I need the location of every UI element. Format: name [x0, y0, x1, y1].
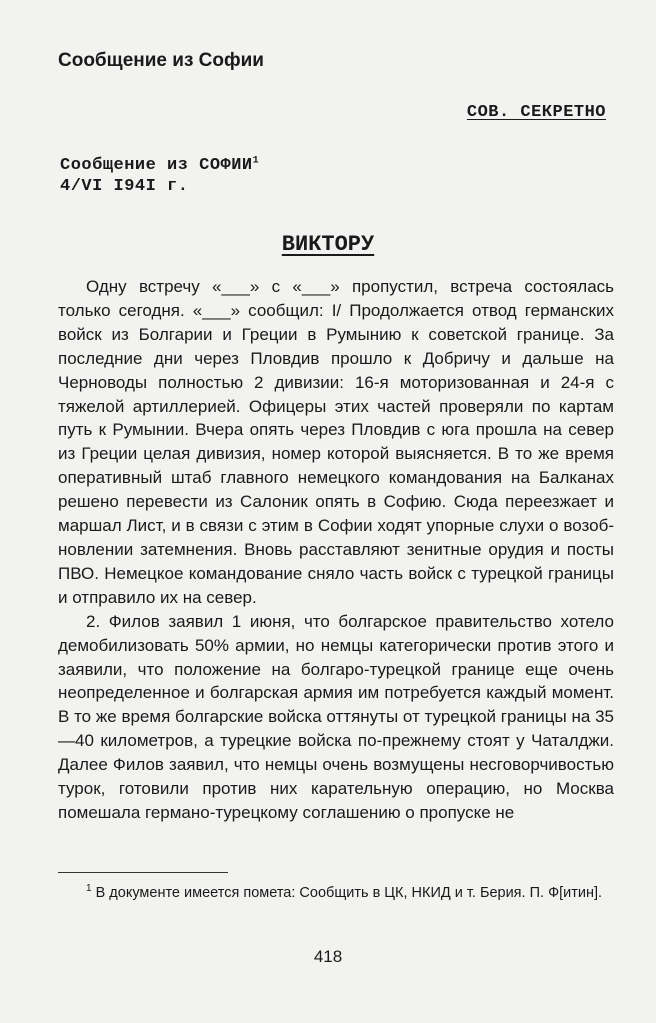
running-head: Сообщение из Софии — [58, 50, 264, 71]
message-header-line-1: Сообщение из СОФИИ$^1$ — [60, 155, 260, 175]
addressee: ВИКТОРУ — [281, 232, 375, 257]
page-number: 418 — [313, 947, 343, 966]
message-header-line-2: 4/VI I94I г. — [60, 177, 189, 196]
footnote-reference: 1 — [252, 155, 260, 167]
paragraph: 2. Филов заявил 1 июня, что болгарское правительство хотело демобилизовать 50% армии, но немцы категорически против этого и заявили, что положение на болгаро-турецкой границе еще очень неопределенное и болгарская армия им потребуется каждый момент. В то же время болгарские войска оттянуты от турецкой границы на 35—40 километров, а турецкие войска по-прежнему стоят у Чаталджи. Далее Филов заявил, что немцы очень возмущены несговорчивостью турок, готовили против них карательную операцию, но Москва помешала германо-турецкому соглашению о пропуске не — [58, 611, 614, 822]
footnote-divider — [58, 872, 228, 873]
footnote-mark: 1 — [86, 883, 92, 894]
message-header — [60, 155, 259, 197]
body-text — [58, 275, 614, 825]
classification-stamp: СОВ. СЕКРЕТНО — [466, 103, 606, 122]
footnote-text: В документе имеется помета: Сообщить в ЦК, НКИД и т. Берия. П. Ф[итин]. — [95, 884, 603, 901]
paragraph: Одну встречу «___» с «___» пропустил, встреча состоялась только сегодня. «___» сообщил: I/ Продолжается отвод германских войск из Болгарии и Греции в Румынию к советской границе. За последние дни через Пловдив прошло к Добричу и дальше на Черноводы полностью 2 дивизии: 16-я моторизованная и 24-я с тяжелой артиллерией. Офицеры этих частей проверяли по картам путь к Румынии. Вчера опять через Пловдив с юга прошла на север из Греции целая дивизия, номер которой выясняется. В то же время оперативный штаб главного немецкого командования на Балканах решено перевести из Салоник опять в Софию. Сюда переезжает и маршал Лист, и в связи с этим в Софии ходят упорные слухи о возобновлении затемнения. Вновь расставляют зенитные орудия и посты ПВО. Немецкое командование сняло часть войск с турецкой границы и отправило их на север. — [58, 277, 614, 607]
footnote — [58, 878, 614, 904]
